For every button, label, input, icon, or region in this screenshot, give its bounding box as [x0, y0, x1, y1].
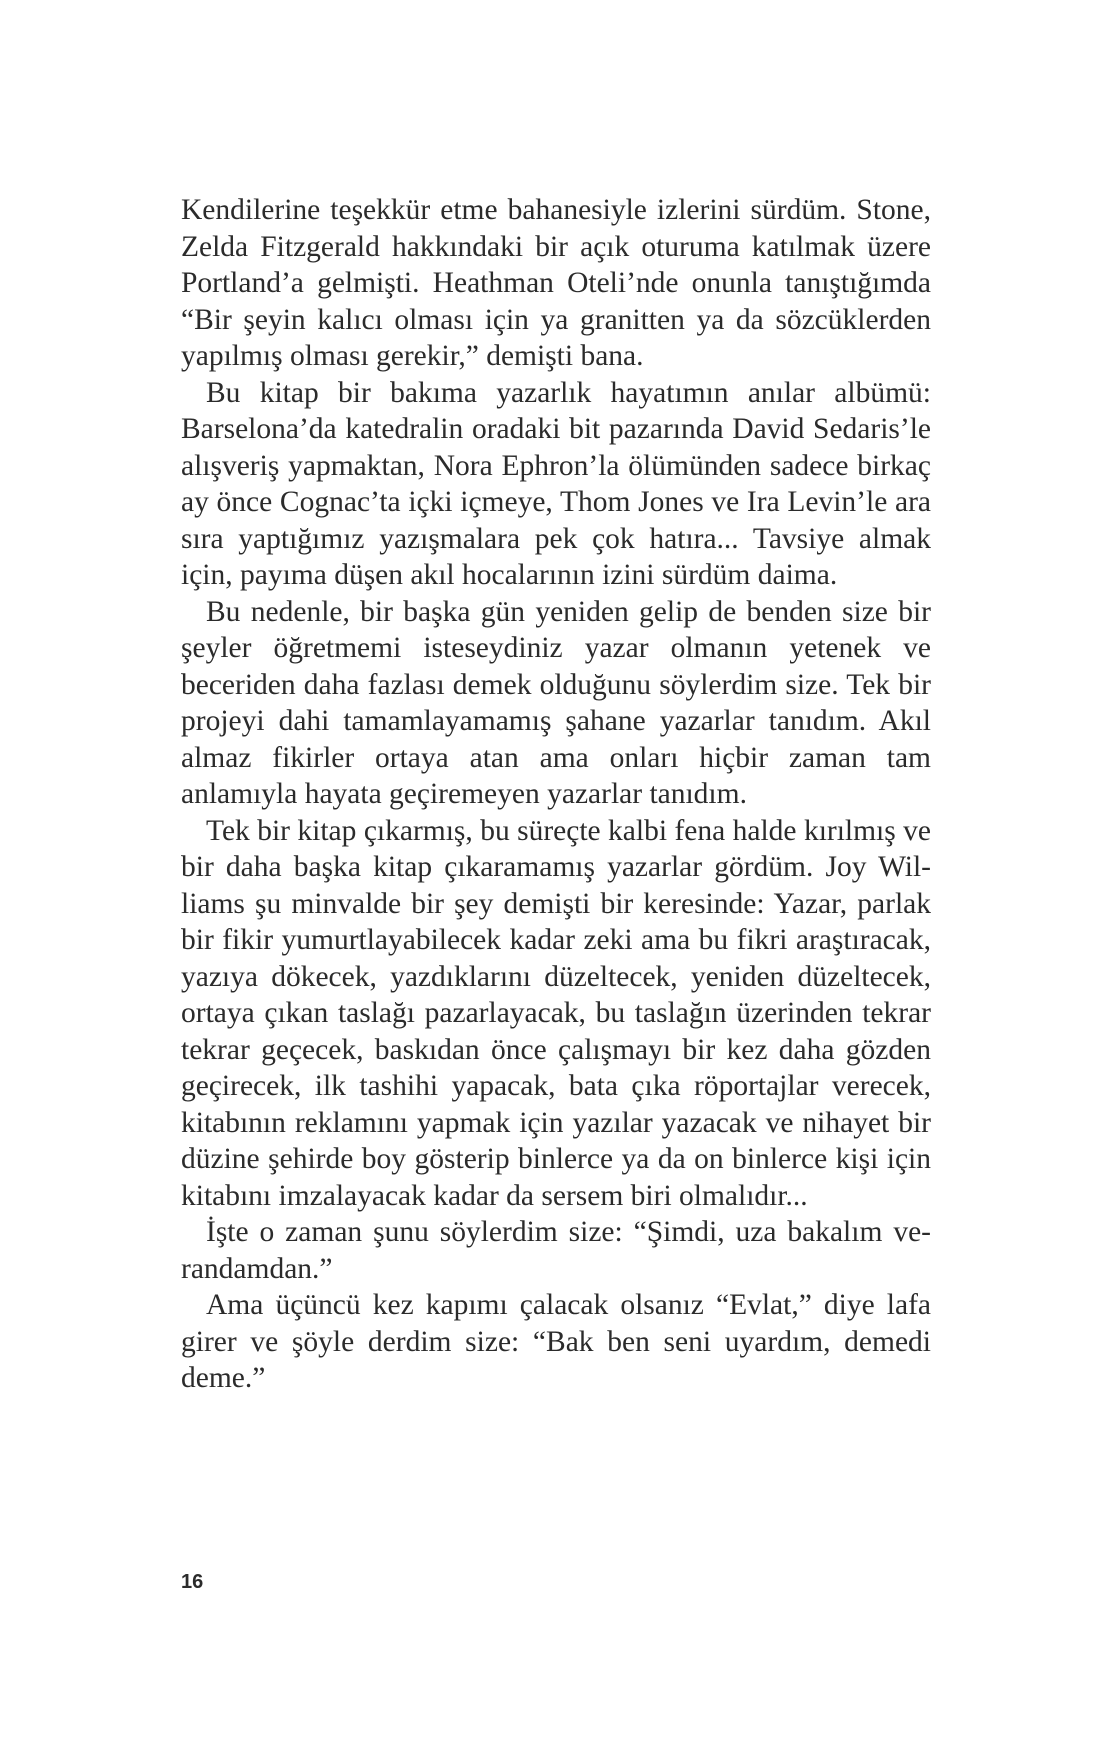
paragraph-1: Kendilerine teşekkür etme bahanesiyle izlerini sürdüm. Stone, Zelda Fitzgerald hakkındaki bir açık oturuma katılmak üzere Portland’a gelmişti. Heathman Oteli’nde onunla tanıştığımda “Bir şeyin kalıcı olması için ya granitten ya da sözcüklerden yapılmış olması gerekir,” demişti bana. [181, 194, 931, 372]
paragraph-3: Bu nedenle, bir başka gün yeniden gelip de benden size bir şeyler öğretmemi isteseydiniz yazar olmanın yetenek ve beceriden daha fazlası demek olduğunu söylerdim size. Tek bir projeyi dahi tamamlayamamış şahane yazarlar tanıdım. Akıl almaz fikirler ortaya atan ama onları hiçbir zaman tam anlamıyla hayata geçiremeyen yazarlar tanıdım. [181, 595, 931, 810]
paragraph-5: İşte o zaman şunu söylerdim size: “Şimdi, uza bakalım verandamdan.” [181, 1216, 931, 1285]
page-number: 16 [181, 1571, 204, 1593]
paragraph-6: Ama üçüncü kez kapımı çalacak olsanız “Evlat,” diye lafa girer ve şöyle derdim size: “Bak ben seni uyardım, demedi deme.” [181, 1289, 931, 1394]
paragraph-4: Tek bir kitap çıkarmış, bu süreçte kalbi fena halde kırılmış ve bir daha başka kitap çıkaramamış yazarlar gördüm. Joy Williams şu minvalde bir şey demişti bir keresinde: Yazar, parlak bir fikir yumurtlayabilecek kadar zeki ama bu fikri araştıracak, yazıya dökecek, yazdıklarını düzeltecek, yeniden düzeltecek, ortaya çıkan taslağı pazarlayacak, bu taslağın üzerinden tekrar tekrar geçecek, baskıdan önce çalışmayı bir kez daha gözden geçirecek, ilk tashihi yapacak, bata çıka röportajlar verecek, kitabının reklamını yapmak için yazılar yazacak ve nihayet bir düzine şehirde boy gösterip binlerce ya da on binlerce kişi için kitabını imzalayacak kadar da sersem biri olmalıdır... [181, 814, 931, 1212]
paragraph-2: Bu kitap bir bakıma yazarlık hayatımın anılar albümü: Barselona’da katedralin oradaki bit pazarında David Sedaris’le alışveriş yapmaktan, Nora Ephron’la ölümünden sadece birkaç ay önce Cognac’ta içki içmeye, Thom Jones ve Ira Levin’le ara sıra yaptığımız yazışmalara pek çok hatıra... Tavsiye almak için, payıma düşen akıl hocalarının izini sürdüm daima. [181, 376, 931, 591]
body-text [181, 192, 931, 1397]
